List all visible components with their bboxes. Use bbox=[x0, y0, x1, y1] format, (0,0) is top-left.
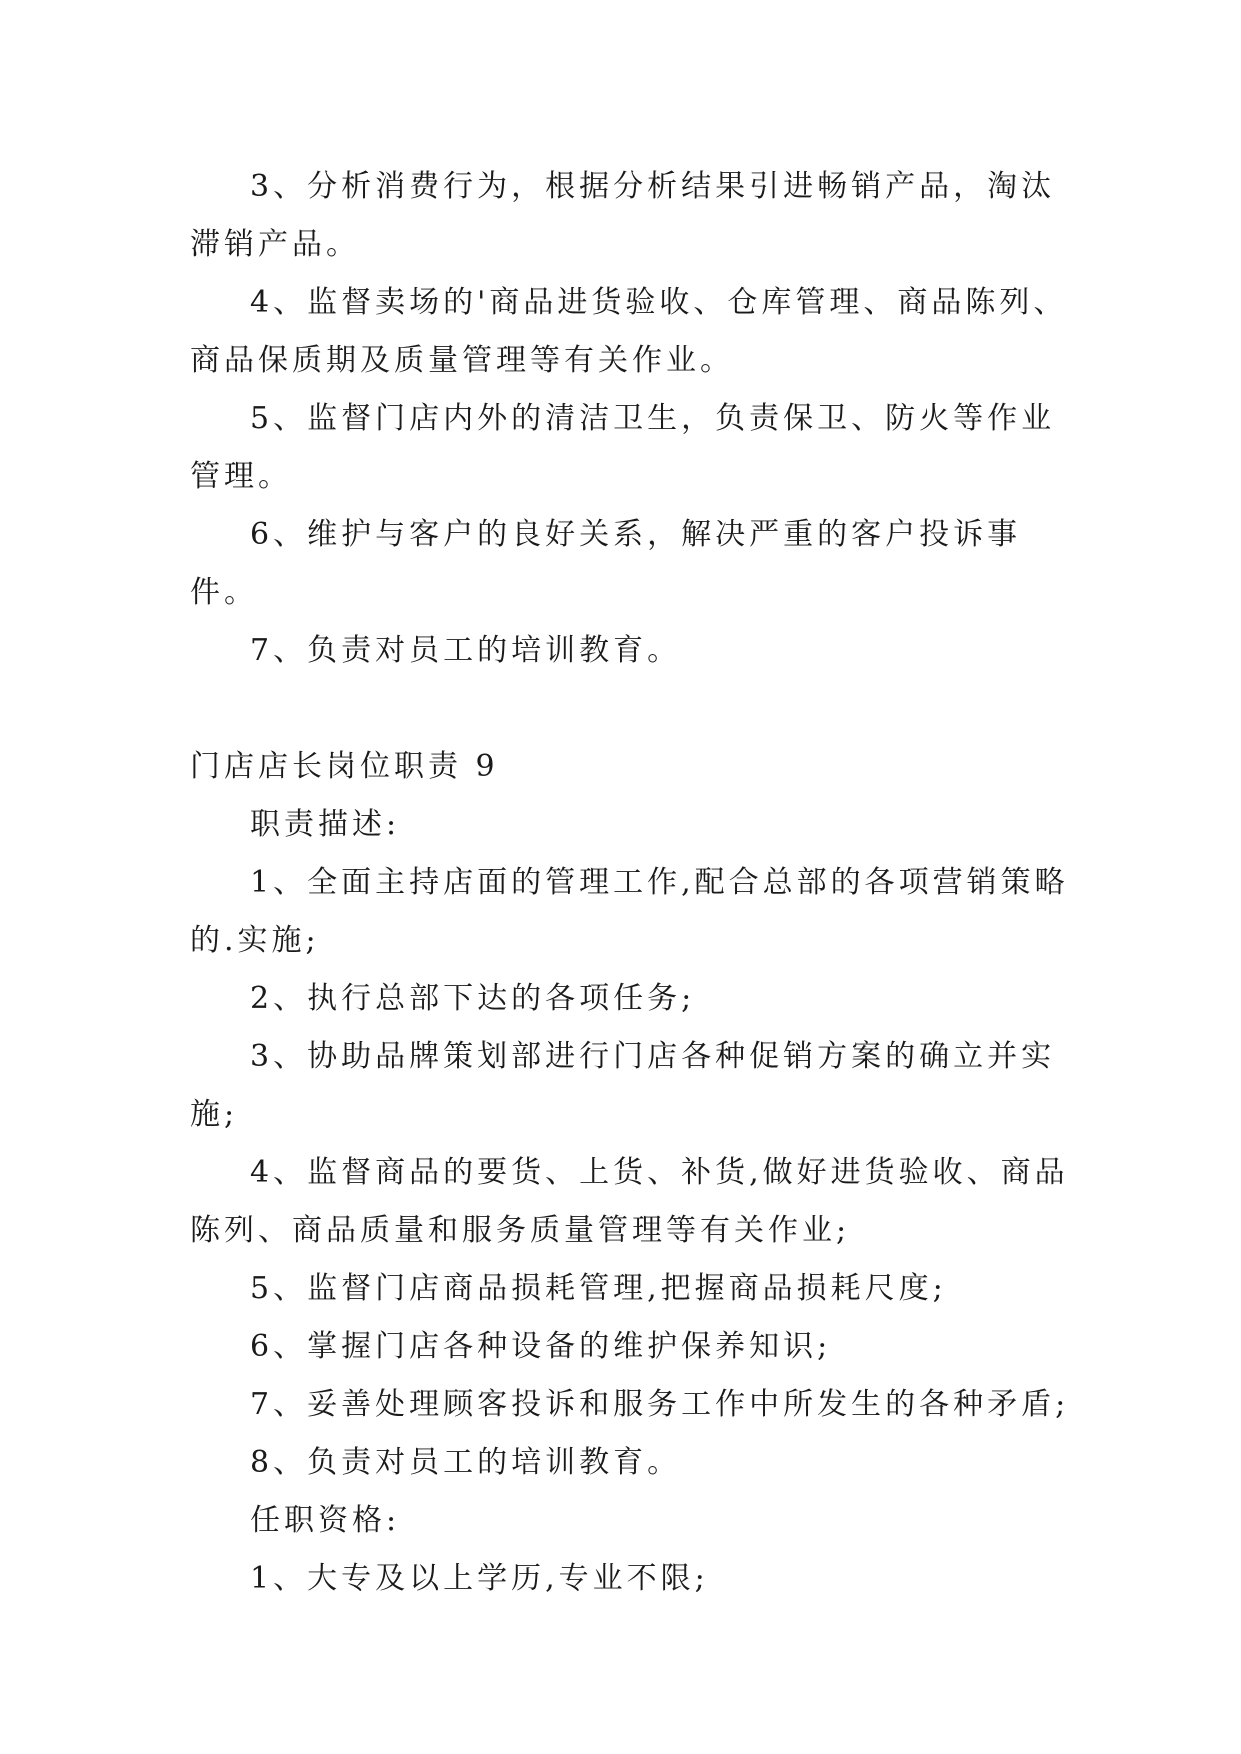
paragraph: 1、大专及以上学历,专业不限; bbox=[250, 1561, 709, 1596]
paragraph: 4、监督商品的要货、上货、补货,做好进货验收、商品陈列、商品质量和服务质量管理等有关作业; bbox=[190, 1155, 1069, 1248]
paragraph: 6、维护与客户的良好关系，解决严重的客户投诉事件。 bbox=[190, 517, 1022, 610]
paragraph: 5、监督门店内外的清洁卫生，负责保卫、防火等作业管理。 bbox=[190, 401, 1056, 494]
paragraph: 4、监督卖场的'商品进货验收、仓库管理、商品陈列、商品保质期及质量管理等有关作业。 bbox=[190, 285, 1068, 378]
paragraph: 7、妥善处理顾客投诉和服务工作中所发生的各种矛盾; bbox=[250, 1387, 1070, 1422]
subheading-duties: 职责描述: bbox=[250, 807, 401, 842]
paragraph: 3、协助品牌策划部进行门店各种促销方案的确立并实施; bbox=[190, 1039, 1056, 1132]
paragraph: 3、分析消费行为，根据分析结果引进畅销产品，淘汰滞销产品。 bbox=[190, 169, 1056, 262]
subheading-qualifications: 任职资格: bbox=[250, 1503, 401, 1538]
paragraph: 1、全面主持店面的管理工作,配合总部的各项营销策略的.实施; bbox=[190, 865, 1069, 958]
paragraph: 5、监督门店商品损耗管理,把握商品损耗尺度; bbox=[250, 1271, 947, 1306]
document-body bbox=[190, 158, 1070, 1608]
paragraph: 6、掌握门店各种设备的维护保养知识; bbox=[250, 1329, 832, 1364]
paragraph: 7、负责对员工的培训教育。 bbox=[250, 633, 682, 668]
paragraph: 2、执行总部下达的各项任务; bbox=[250, 981, 696, 1016]
paragraph: 8、负责对员工的培训教育。 bbox=[250, 1445, 682, 1480]
section-title: 门店店长岗位职责 9 bbox=[190, 749, 499, 784]
